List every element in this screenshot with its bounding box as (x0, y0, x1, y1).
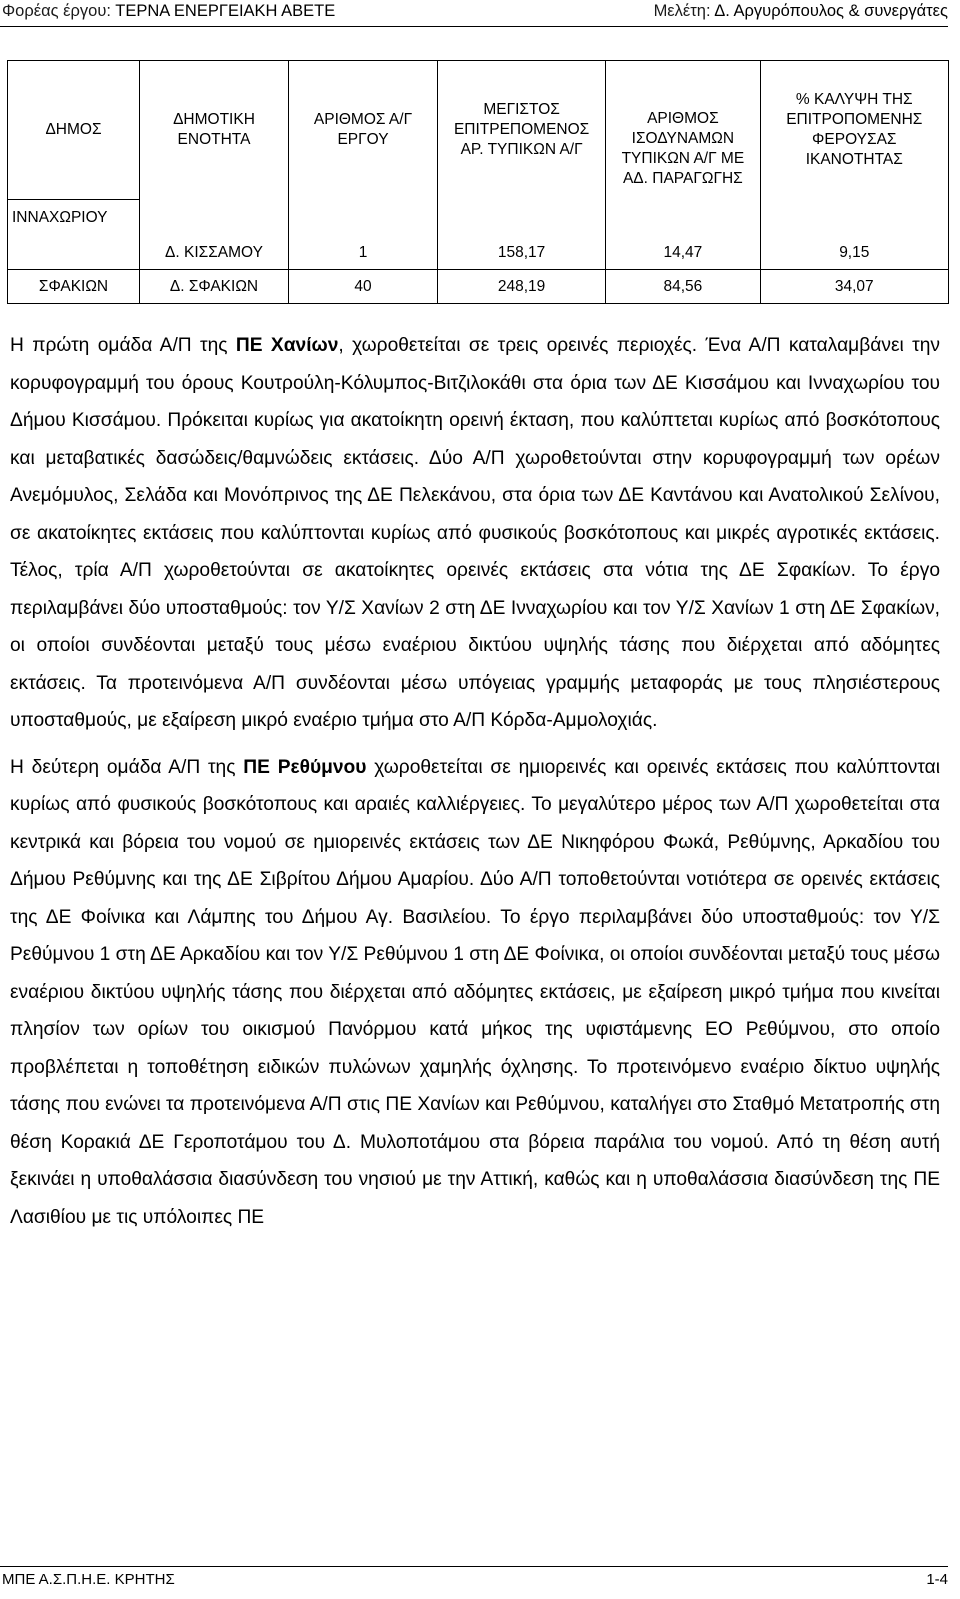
page-header (0, 0, 948, 27)
turbines-table (7, 60, 949, 304)
header-right (654, 0, 948, 22)
footer-page-number: 1-4 (926, 1571, 948, 1588)
column-header: ΔΗΜΟΤΙΚΗ ΕΝΟΤΗΤΑ (139, 61, 288, 200)
table-cell: 158,17 (438, 236, 606, 270)
paragraph-emphasis: ΠΕ Ρεθύμνου (243, 756, 367, 778)
table-row (8, 270, 949, 304)
table-cell (289, 200, 438, 237)
table-cell: Δ. ΚΙΣΣΑΜΟΥ (139, 236, 288, 270)
table-cell: 14,47 (606, 236, 760, 270)
header-left (2, 0, 335, 22)
table-cell (8, 236, 140, 270)
table-cell: ΙΝΝΑΧΩΡΙΟΥ (8, 200, 140, 237)
table-cell: 34,07 (760, 270, 948, 304)
paragraph-text: Η δεύτερη ομάδα Α/Π της (10, 756, 244, 778)
paragraph-emphasis: ΠΕ Χανίων (235, 335, 339, 356)
column-header: ΑΡΙΘΜΟΣ ΙΣΟΔΥΝΑΜΩΝ ΤΥΠΙΚΩΝ Α/Γ ΜΕ ΑΔ. ΠΑΡΑΓΩΓΗΣ (606, 61, 760, 237)
table-cell (438, 200, 606, 237)
header-left-value: ΤΕΡΝΑ ΕΝΕΡΓΕΙΑΚΗ ΑΒΕΤΕ (115, 2, 336, 20)
table-cell (760, 200, 948, 237)
paragraph-text: χωροθετείται σε ημιορεινές και ορεινές εκτάσεις που καλύπτονται κυρίως από φυσικούς βοσκότοπους και αραιές καλλιέργειες. Το μεγαλύτερο μέρος των Α/Π χωροθετείται στα κεντρικά και βόρεια του νομού σε ημιορεινές εκτάσεις των ΔΕ Νικηφόρου Φωκά, Ρεθύμνης, Αρκαδίου του Δήμου Ρεθύμνης και της ΔΕ Σιβρίτου Δήμου Αμαρίου. Δύο Α/Π τοποθετούνται νοτιότερα σε ορεινές εκτάσεις της ΔΕ Φοίνικα και Λάμπης του Δήμου Αγ. Βασιλείου. Το έργο περιλαμβάνει δύο υποσταθμούς: τον Υ/Σ Ρεθύμνου 1 στη ΔΕ Αρκαδίου και τον Υ/Σ Ρεθύμνου 1 στη ΔΕ Φοίνικα, οι οποίοι συνδέονται μεταξύ τους μέσω εναέριου δικτύου υψηλής τάσης που διέρχεται από αδόμητες εκτάσεις, με εξαίρεση μικρό τμήμα που κινείται πλησίον των ορίων του οικισμού Πανόρμου κατά μήκος της υφιστάμενης ΕΟ Ρεθύμνου, στο οποίο προβλέπεται η τοποθέτηση ειδικών πυλώνων χαμηλής όχλησης. Το προτεινόμενο εναέριο δίκτυο υψηλής τάσης που ενώνει τα προτεινόμενα Α/Π στις ΠΕ Χανίων και Ρεθύμνου, καταλήγει στο Σταθμό Μετατροπής στη θέση Κορακιά ΔΕ Γεροποτάμου του Δ. Μυλοποτάμου στα βόρεια παράλια του νομού. Από τη θέση αυτή ξεκινάει η υποθαλάσσια διασύνδεση του νησιού με την Αττική, καθώς και η υποθαλάσσια διασύνδεση της ΠΕ Λασιθίου με τις υπόλοιπες ΠΕ (10, 756, 940, 1228)
column-header: ΜΕΓΙΣΤΟΣ ΕΠΙΤΡΕΠΟΜΕΝΟΣ ΑΡ. ΤΥΠΙΚΩΝ Α/Γ (438, 61, 606, 200)
column-header: ΔΗΜΟΣ (8, 61, 140, 200)
column-header: ΑΡΙΘΜΟΣ Α/Γ ΕΡΓΟΥ (289, 61, 438, 200)
table-cell (139, 200, 288, 237)
header-right-label: Μελέτη: (653, 2, 711, 20)
table-header-row (8, 61, 949, 200)
column-header: % ΚΑΛΥΨΗ ΤΗΣ ΕΠΙΤΡΟΠΟΜΕΝΗΣ ΦΕΡΟΥΣΑΣ ΙΚΑΝΟΤΗΤΑΣ (760, 61, 948, 200)
table-row (8, 236, 949, 270)
table-cell: 84,56 (606, 270, 760, 304)
table-cell: 1 (289, 236, 438, 270)
paragraph-text: , χωροθετείται σε τρεις ορεινές περιοχές. Ένα Α/Π καταλαμβάνει την κορυφογραμμή του όρους Κουτρούλη-Κόλυμπος-Βιτζιλοκάθι στα όρια των ΔΕ Κισσάμου και Ινναχωρίου του Δήμου Κισσάμου. Πρόκειται κυρίως για ακατοίκητη ορεινή έκταση, που καλύπτεται κυρίως από βοσκότοπους και μεταβατικές δασώδεις/θαμνώδεις εκτάσεις. Δύο Α/Π χωροθετούνται στην κορυφογραμμή των ορέων Ανεμόμυλος, Σελάδα και Μονόπρινος της ΔΕ Πελεκάνου, στα όρια των ΔΕ Καντάνου και Ανατολικού Σελίνου, σε ακατοίκητες εκτάσεις που καλύπτονται κυρίως από φυσικούς βοσκότοπους και μικρές αγροτικές εκτάσεις. Τέλος, τρία Α/Π χωροθετούνται σε ακατοίκητες ορεινές εκτάσεις στα νότια της ΔΕ Σφακίων. Το έργο περιλαμβάνει δύο υποσταθμούς: τον Υ/Σ Χανίων 2 στη ΔΕ Ινναχωρίου και τον Υ/Σ Χανίων 1 στη ΔΕ Σφακίων, οι οποίοι συνδέονται μεταξύ τους μέσω εναέριου δικτύου υψηλής τάσης που διέρχεται από αδόμητες εκτάσεις. Τα προτεινόμενα Α/Π συνδέονται μέσω υπόγειας γραμμής μεταφοράς με τους πλησιέστερους υποσταθμούς, με εξαίρεση μικρό εναέριο τμήμα στο Α/Π Κόρδα-Αμμολοχιάς. (10, 335, 940, 731)
table-row (8, 200, 949, 237)
table-cell: 9,15 (760, 236, 948, 270)
body-text (10, 327, 940, 1236)
table-cell: 248,19 (438, 270, 606, 304)
paragraph-chania (10, 327, 940, 740)
table-cell: 40 (289, 270, 438, 304)
table-cell: Δ. ΣΦΑΚΙΩΝ (139, 270, 288, 304)
table-cell: ΣΦΑΚΙΩΝ (8, 270, 140, 304)
page-footer (0, 1566, 948, 1593)
header-left-label: Φορέας έργου: (2, 2, 111, 20)
paragraph-rethymno (10, 749, 940, 1237)
footer-document-title: ΜΠΕ Α.Σ.Π.Η.Ε. ΚΡΗΤΗΣ (2, 1571, 175, 1588)
paragraph-text: Η πρώτη ομάδα Α/Π της (10, 335, 236, 356)
header-right-value: Δ. Αργυρόπουλος & συνεργάτες (714, 2, 948, 20)
